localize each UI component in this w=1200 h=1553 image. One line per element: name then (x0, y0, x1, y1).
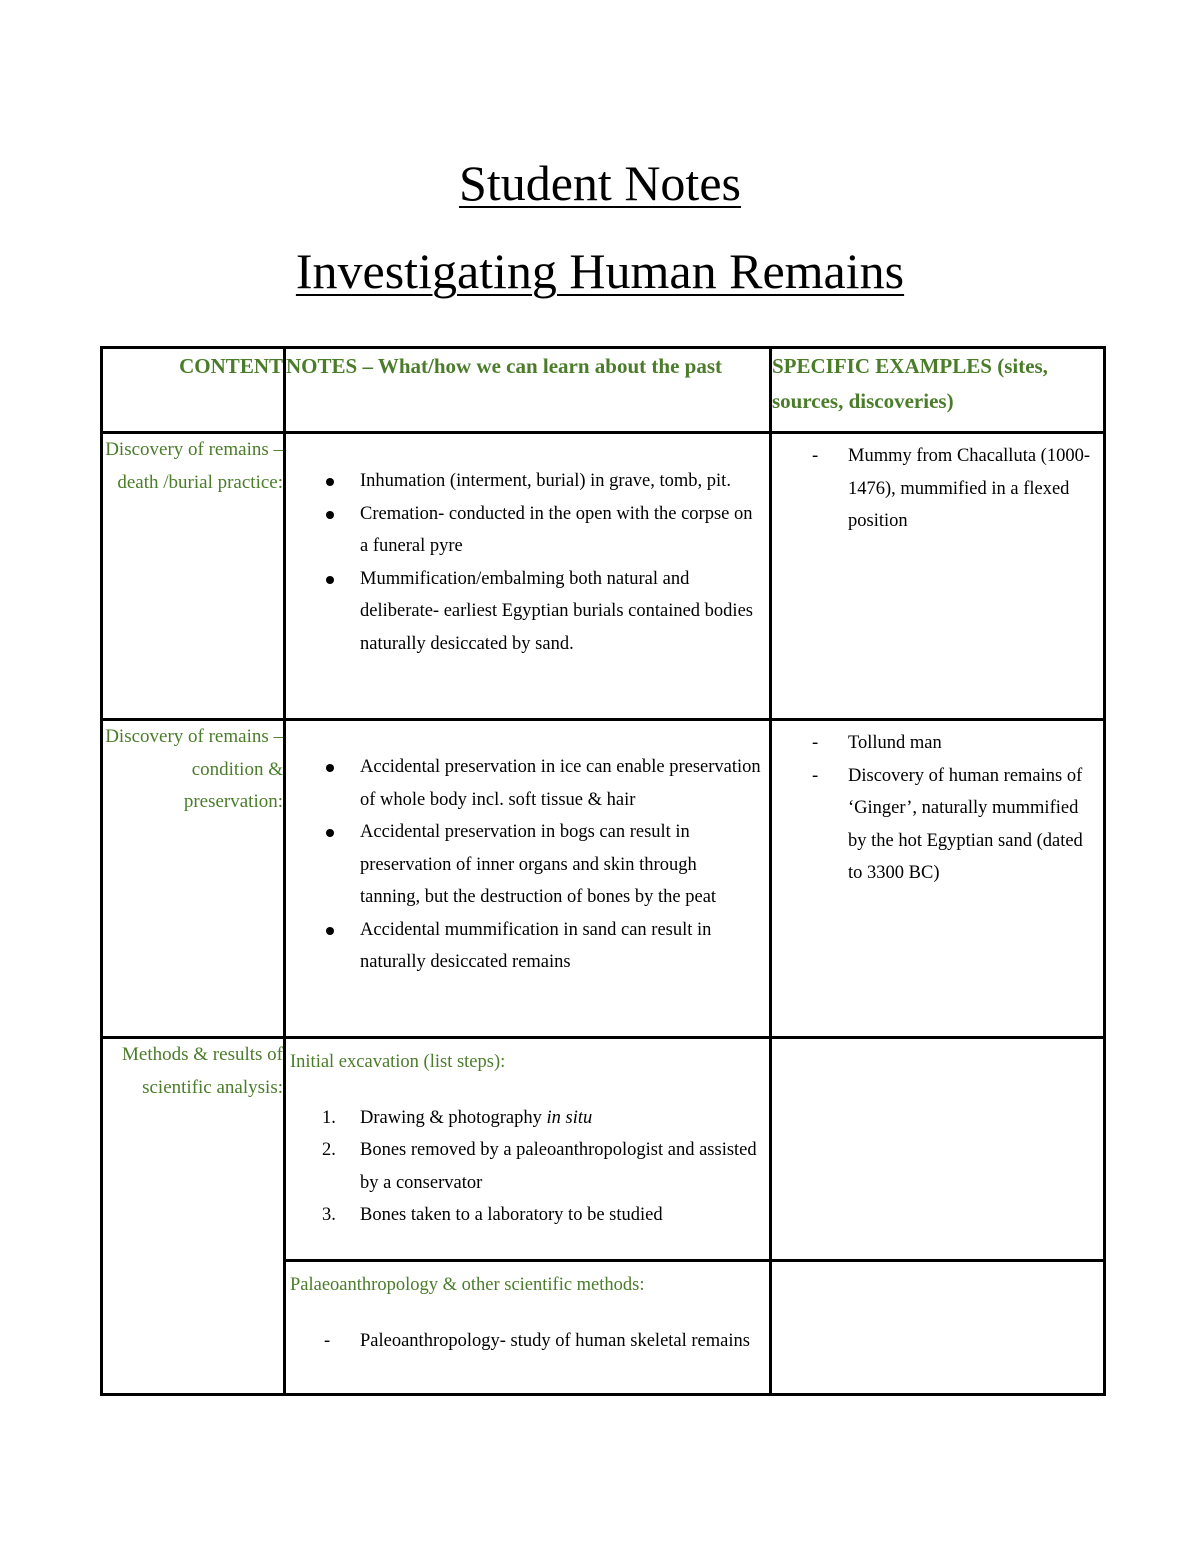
step-text: Drawing & photography (360, 1107, 547, 1128)
list-item: Cremation- conducted in the open with the corpse on a funeral pyre (286, 498, 769, 563)
step-text: Bones removed by a paleoanthropologist and assisted by a conservator (360, 1140, 757, 1193)
row-label: Methods & results of scientific analysis: (102, 1038, 285, 1395)
list-number: 3. (322, 1205, 336, 1225)
notes-table (100, 346, 1106, 1396)
notes-cell (285, 720, 771, 1038)
table-row (102, 720, 1105, 1038)
list-item (286, 1134, 769, 1199)
step-text-italic: in situ (546, 1107, 593, 1128)
bullet-list (286, 721, 769, 979)
list-item (286, 1102, 769, 1135)
bullet-list (286, 434, 769, 660)
notes-cell (285, 1038, 771, 1261)
list-item: - Paleoanthropology- study of human skeletal remains (286, 1325, 769, 1358)
list-item: Accidental mummification in sand can result in naturally desiccated remains (286, 914, 769, 979)
list-number: 1. (322, 1107, 336, 1128)
notes-cell (285, 1261, 771, 1395)
notes-cell (285, 433, 771, 720)
step-text: Bones taken to a laboratory to be studied (360, 1205, 663, 1225)
header-examples: SPECIFIC EXAMPLES (sites, sources, discoveries) (771, 348, 1105, 433)
examples-cell (771, 433, 1105, 720)
list-item: - Discovery of human remains of ‘Ginger’, naturally mummified by the hot Egyptian sand (dated to 3300 BC) (772, 760, 1103, 890)
list-item: - Tollund man (772, 727, 1103, 760)
row-label: Discovery of remains – death /burial practice: (102, 433, 285, 720)
header-notes: NOTES – What/how we can learn about the past (285, 348, 771, 433)
excavation-heading: Initial excavation (list steps): (290, 1052, 506, 1072)
dash-list (772, 721, 1103, 890)
dash-list (772, 434, 1103, 538)
list-item: - Mummy from Chacalluta (1000-1476), mummified in a flexed position (772, 440, 1103, 538)
methods-heading: Palaeoanthropology & other scientific methods: (290, 1275, 645, 1295)
examples-cell (771, 720, 1105, 1038)
list-item: Inhumation (interment, burial) in grave, tomb, pit. (286, 465, 769, 498)
list-item: Accidental preservation in bogs can result in preservation of inner organs and skin through tanning, but the destruction of bones by the peat (286, 816, 769, 914)
list-item: Mummification/embalming both natural and deliberate- earliest Egyptian burials contained bodies naturally desiccated by sand. (286, 563, 769, 661)
examples-cell (771, 1261, 1105, 1395)
page-subtitle: Investigating Human Remains (295, 243, 905, 299)
table-row (102, 1038, 1105, 1261)
header-content: CONTENT (102, 348, 285, 433)
dash-list (286, 1302, 769, 1358)
row-label: Discovery of remains – condition & preservation: (102, 720, 285, 1038)
table-header-row (102, 348, 1105, 433)
page-title: Student Notes (459, 155, 741, 211)
list-item: Accidental preservation in ice can enable preservation of whole body incl. soft tissue & hair (286, 751, 769, 816)
list-item (286, 1199, 769, 1232)
table-row (102, 433, 1105, 720)
list-number: 2. (322, 1140, 336, 1160)
examples-cell (771, 1038, 1105, 1261)
numbered-list (286, 1079, 769, 1232)
